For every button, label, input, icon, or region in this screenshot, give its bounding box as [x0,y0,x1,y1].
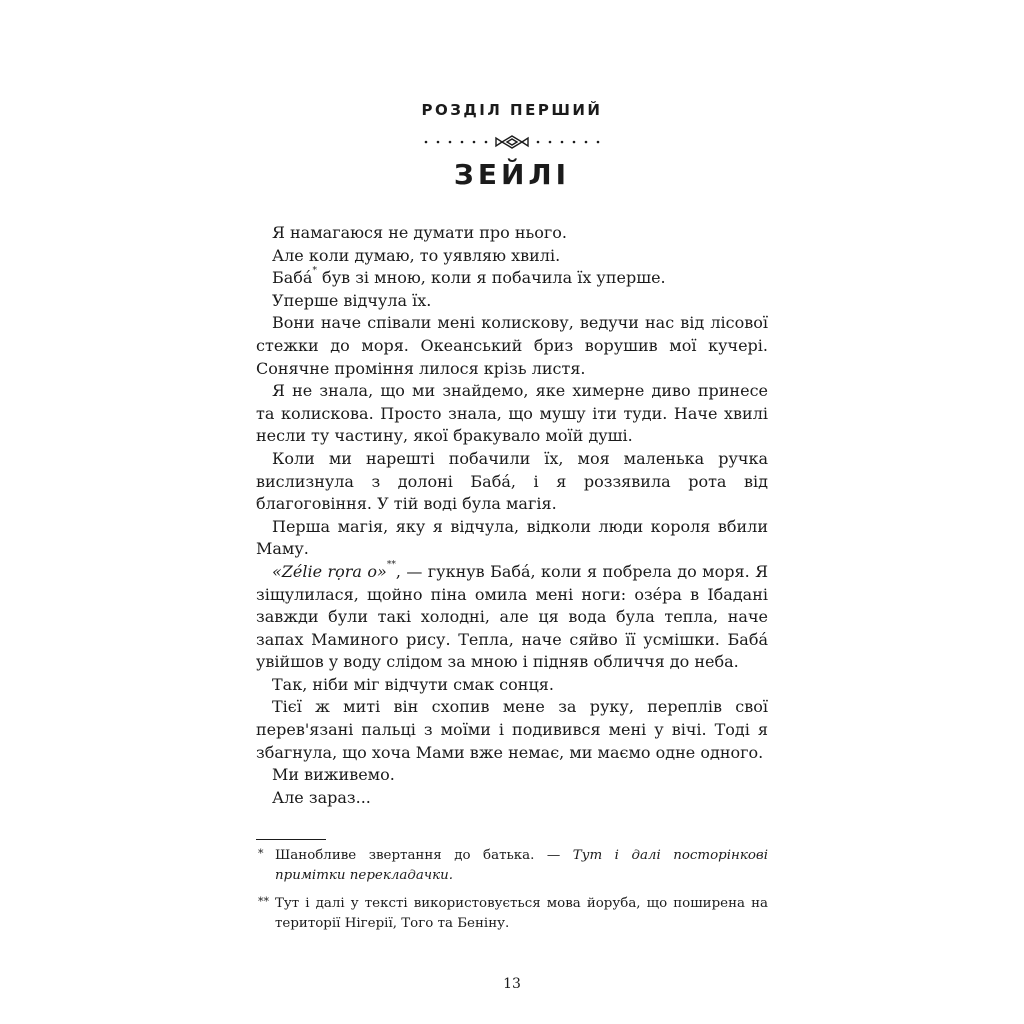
book-page [256,100,768,942]
footnotes [256,846,768,934]
text-span: , — гукнув Бабá, коли я побрела до моря. Я зіщулилася, щойно піна омила мені ноги: озéра в Ібадані завжди були такі холодні, але ця вода була тепла, наче запах Маминого рису. Тепла, наче сяйво її усмішки. Бабá увійшов у воду слідом за мною і підняв обличчя до неба. [256,561,768,672]
footnote [256,846,768,886]
paragraph [256,561,768,674]
footnote-text: Тут і далі у тексті використовується мова йоруба, що поширена на території Нігерії, Того та Беніну. [275,896,768,932]
footnote-marker: ** [258,895,269,909]
footnote-divider [256,839,326,840]
paragraph: Перша магія, яку я відчула, відколи люди короля вбили Маму. [256,516,768,559]
paragraph: Коли ми нарешті побачили їх, моя маленька ручка вислизнула з долоні Бабá, і я роззявила рота від благоговіння. У тій воді була магія. [256,448,768,514]
footnote-text: Шанобливе звертання до батька. — [275,848,573,864]
paragraph: Так, ніби міг відчути смак сонця. [272,674,554,694]
footnote-italic-text: Тут і далі посторінкові примітки перекладачки. [275,848,768,884]
chapter-body [256,222,768,809]
chapter-label: РОЗДІЛ ПЕРШИЙ [421,101,603,119]
page-number: 13 [503,976,521,992]
footnote-marker: * [258,847,264,861]
chapter-title: ЗЕЙЛІ [453,158,571,191]
ornament-divider-icon [422,135,602,149]
footnote [256,894,768,934]
text-span: був зі мною, коли я побачила їх уперше. [316,268,666,288]
paragraph: Уперше відчула їх. [272,290,432,310]
paragraph: Ми виживемо. [272,765,395,785]
paragraph: Вони наче співали мені колискову, ведучи нас від лісової стежки до моря. Океанський бриз ворушив мої кучері. Сонячне проміння лилося крізь листя. [256,313,768,378]
yoruba-phrase: «Zélie rọra o» [272,561,387,581]
paragraph: Я намагаюся не думати про нього. [272,223,567,242]
footnote-marker: ** [386,559,396,570]
chapter-ornament [256,134,768,150]
paragraph: Але зараз... [272,787,371,807]
text-span: Бабá [272,268,313,288]
paragraph: Але коли думаю, то уявляю хвилі. [272,245,561,265]
paragraph: Тієї ж миті він схопив мене за руку, переплів свої перев'язані пальці з моїми і подивився мені у вічі. Тоді я збагнула, що хоча Мами вже немає, ми маємо одне одного. [256,697,768,762]
footnote-marker: * [312,266,317,277]
paragraph [256,267,768,290]
paragraph: Я не знала, що ми знайдемо, яке химерне диво принесе та колискова. Просто знала, що мушу іти туди. Наче хвилі несли ту частину, якої бракувало моїй душі. [256,381,768,446]
